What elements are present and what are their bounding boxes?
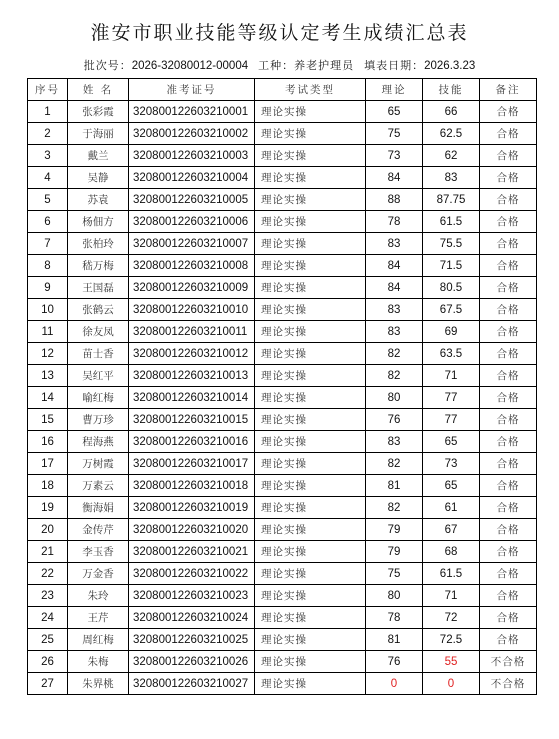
cell-ticket: 320800122603210026: [129, 651, 255, 673]
cell-skill: 83: [423, 167, 480, 189]
cell-note: 合格: [480, 585, 537, 607]
cell-index: 1: [28, 101, 68, 123]
cell-name: 衡海娟: [68, 497, 129, 519]
cell-exam-type: 理论实操: [255, 431, 366, 453]
cell-name: 张鹤云: [68, 299, 129, 321]
cell-index: 21: [28, 541, 68, 563]
cell-skill: 65: [423, 475, 480, 497]
cell-theory: 78: [366, 211, 423, 233]
cell-skill: 77: [423, 409, 480, 431]
cell-name: 万树霞: [68, 453, 129, 475]
cell-skill: 62: [423, 145, 480, 167]
cell-name: 于海丽: [68, 123, 129, 145]
cell-index: 18: [28, 475, 68, 497]
cell-name: 嵇万梅: [68, 255, 129, 277]
cell-exam-type: 理论实操: [255, 233, 366, 255]
cell-exam-type: 理论实操: [255, 299, 366, 321]
cell-exam-type: 理论实操: [255, 123, 366, 145]
cell-note: 合格: [480, 277, 537, 299]
cell-name: 周红梅: [68, 629, 129, 651]
cell-ticket: 320800122603210017: [129, 453, 255, 475]
cell-theory: 73: [366, 145, 423, 167]
cell-skill: 67.5: [423, 299, 480, 321]
cell-index: 10: [28, 299, 68, 321]
header-exam-type: 考试类型: [255, 79, 366, 101]
table-row: [28, 497, 537, 519]
cell-note: 合格: [480, 563, 537, 585]
cell-exam-type: 理论实操: [255, 387, 366, 409]
table-row: [28, 607, 537, 629]
cell-note: 合格: [480, 431, 537, 453]
cell-name: 曹万珍: [68, 409, 129, 431]
cell-name: 朱界桃: [68, 673, 129, 695]
cell-index: 12: [28, 343, 68, 365]
cell-note: 合格: [480, 101, 537, 123]
cell-index: 19: [28, 497, 68, 519]
cell-skill: 67: [423, 519, 480, 541]
cell-note: 合格: [480, 453, 537, 475]
cell-theory: 83: [366, 321, 423, 343]
table-row: [28, 189, 537, 211]
table-row: [28, 563, 537, 585]
cell-exam-type: 理论实操: [255, 607, 366, 629]
cell-theory: 78: [366, 607, 423, 629]
cell-skill: 62.5: [423, 123, 480, 145]
cell-theory: 83: [366, 233, 423, 255]
cell-skill: 65: [423, 431, 480, 453]
table-row: [28, 101, 537, 123]
cell-theory: 80: [366, 585, 423, 607]
cell-index: 8: [28, 255, 68, 277]
cell-exam-type: 理论实操: [255, 673, 366, 695]
cell-note: 合格: [480, 189, 537, 211]
table-row: [28, 673, 537, 695]
cell-skill: 77: [423, 387, 480, 409]
cell-skill: 69: [423, 321, 480, 343]
cell-skill: 0: [423, 673, 480, 695]
cell-note: 合格: [480, 255, 537, 277]
cell-index: 7: [28, 233, 68, 255]
cell-name: 朱梅: [68, 651, 129, 673]
cell-theory: 82: [366, 497, 423, 519]
cell-exam-type: 理论实操: [255, 321, 366, 343]
cell-exam-type: 理论实操: [255, 519, 366, 541]
cell-ticket: 320800122603210027: [129, 673, 255, 695]
cell-theory: 83: [366, 299, 423, 321]
cell-exam-type: 理论实操: [255, 475, 366, 497]
table-row: [28, 233, 537, 255]
cell-theory: 75: [366, 123, 423, 145]
cell-theory: 76: [366, 409, 423, 431]
cell-exam-type: 理论实操: [255, 453, 366, 475]
cell-index: 24: [28, 607, 68, 629]
batch-number: 2026-32080012-00004: [131, 60, 249, 72]
cell-index: 27: [28, 673, 68, 695]
cell-ticket: 320800122603210009: [129, 277, 255, 299]
cell-name: 喻红梅: [68, 387, 129, 409]
cell-name: 张彩霞: [68, 101, 129, 123]
table-row: [28, 651, 537, 673]
header-note: 备注: [480, 79, 537, 101]
cell-theory: 0: [366, 673, 423, 695]
cell-note: 合格: [480, 167, 537, 189]
cell-ticket: 320800122603210018: [129, 475, 255, 497]
cell-theory: 79: [366, 541, 423, 563]
cell-exam-type: 理论实操: [255, 343, 366, 365]
cell-note: 合格: [480, 387, 537, 409]
table-row: [28, 585, 537, 607]
cell-index: 14: [28, 387, 68, 409]
cell-exam-type: 理论实操: [255, 497, 366, 519]
cell-exam-type: 理论实操: [255, 629, 366, 651]
cell-theory: 82: [366, 343, 423, 365]
cell-name: 徐友凤: [68, 321, 129, 343]
cell-note: 合格: [480, 409, 537, 431]
cell-exam-type: 理论实操: [255, 145, 366, 167]
cell-theory: 76: [366, 651, 423, 673]
score-table: [27, 78, 537, 695]
cell-exam-type: 理论实操: [255, 541, 366, 563]
cell-note: 不合格: [480, 673, 537, 695]
table-row: [28, 365, 537, 387]
header-skill: 技能: [423, 79, 480, 101]
table-row: [28, 211, 537, 233]
cell-theory: 81: [366, 475, 423, 497]
cell-theory: 84: [366, 277, 423, 299]
page-title: 淮安市职业技能等级认定考生成绩汇总表: [90, 22, 469, 44]
table-row: [28, 123, 537, 145]
cell-name: 张柏玲: [68, 233, 129, 255]
cell-skill: 61.5: [423, 563, 480, 585]
cell-skill: 71: [423, 365, 480, 387]
header-name: 姓 名: [68, 79, 129, 101]
cell-index: 17: [28, 453, 68, 475]
cell-exam-type: 理论实操: [255, 585, 366, 607]
cell-exam-type: 理论实操: [255, 651, 366, 673]
table-row: [28, 321, 537, 343]
cell-theory: 84: [366, 167, 423, 189]
cell-index: 25: [28, 629, 68, 651]
cell-theory: 65: [366, 101, 423, 123]
table-row: [28, 343, 537, 365]
cell-note: 合格: [480, 123, 537, 145]
batch-label: 批次号：: [83, 59, 132, 72]
cell-index: 9: [28, 277, 68, 299]
table-row: [28, 519, 537, 541]
cell-ticket: 320800122603210014: [129, 387, 255, 409]
cell-ticket: 320800122603210020: [129, 519, 255, 541]
cell-note: 合格: [480, 299, 537, 321]
cell-name: 吴静: [68, 167, 129, 189]
header-ticket: 准考证号: [129, 79, 255, 101]
table-row: [28, 299, 537, 321]
cell-ticket: 320800122603210003: [129, 145, 255, 167]
cell-index: 13: [28, 365, 68, 387]
cell-theory: 88: [366, 189, 423, 211]
cell-index: 11: [28, 321, 68, 343]
cell-ticket: 320800122603210013: [129, 365, 255, 387]
cell-note: 合格: [480, 629, 537, 651]
cell-name: 王芹: [68, 607, 129, 629]
cell-theory: 81: [366, 629, 423, 651]
cell-ticket: 320800122603210025: [129, 629, 255, 651]
cell-ticket: 320800122603210011: [129, 321, 255, 343]
cell-name: 李玉香: [68, 541, 129, 563]
cell-name: 王国磊: [68, 277, 129, 299]
cell-note: 合格: [480, 365, 537, 387]
cell-exam-type: 理论实操: [255, 409, 366, 431]
fill-date: 2026.3.23: [424, 60, 476, 72]
job-type: 养老护理员: [294, 59, 355, 72]
cell-theory: 82: [366, 453, 423, 475]
cell-ticket: 320800122603210024: [129, 607, 255, 629]
cell-note: 合格: [480, 321, 537, 343]
cell-name: 程海燕: [68, 431, 129, 453]
cell-name: 朱玲: [68, 585, 129, 607]
cell-skill: 73: [423, 453, 480, 475]
cell-ticket: 320800122603210004: [129, 167, 255, 189]
table-row: [28, 453, 537, 475]
table-row: [28, 167, 537, 189]
cell-ticket: 320800122603210021: [129, 541, 255, 563]
cell-index: 5: [28, 189, 68, 211]
cell-skill: 72.5: [423, 629, 480, 651]
cell-name: 苗士香: [68, 343, 129, 365]
cell-note: 合格: [480, 497, 537, 519]
cell-index: 4: [28, 167, 68, 189]
table-row: [28, 431, 537, 453]
cell-index: 15: [28, 409, 68, 431]
cell-note: 合格: [480, 519, 537, 541]
cell-exam-type: 理论实操: [255, 277, 366, 299]
cell-ticket: 320800122603210015: [129, 409, 255, 431]
cell-ticket: 320800122603210005: [129, 189, 255, 211]
cell-skill: 63.5: [423, 343, 480, 365]
cell-index: 6: [28, 211, 68, 233]
cell-skill: 61.5: [423, 211, 480, 233]
job-label: 工种：: [258, 59, 295, 72]
cell-name: 万素云: [68, 475, 129, 497]
table-header-row: [28, 79, 537, 101]
cell-ticket: 320800122603210007: [129, 233, 255, 255]
cell-exam-type: 理论实操: [255, 563, 366, 585]
cell-skill: 55: [423, 651, 480, 673]
table-row: [28, 145, 537, 167]
cell-ticket: 320800122603210006: [129, 211, 255, 233]
cell-skill: 66: [423, 101, 480, 123]
cell-ticket: 320800122603210001: [129, 101, 255, 123]
cell-skill: 87.75: [423, 189, 480, 211]
cell-note: 合格: [480, 233, 537, 255]
cell-name: 吴红平: [68, 365, 129, 387]
cell-ticket: 320800122603210008: [129, 255, 255, 277]
cell-index: 2: [28, 123, 68, 145]
cell-theory: 82: [366, 365, 423, 387]
cell-skill: 71.5: [423, 255, 480, 277]
cell-skill: 72: [423, 607, 480, 629]
cell-name: 杨佃方: [68, 211, 129, 233]
cell-note: 合格: [480, 607, 537, 629]
cell-note: 不合格: [480, 651, 537, 673]
cell-exam-type: 理论实操: [255, 365, 366, 387]
cell-skill: 61: [423, 497, 480, 519]
cell-name: 万金香: [68, 563, 129, 585]
cell-theory: 84: [366, 255, 423, 277]
table-row: [28, 255, 537, 277]
cell-name: 苏袁: [68, 189, 129, 211]
cell-ticket: 320800122603210002: [129, 123, 255, 145]
cell-ticket: 320800122603210012: [129, 343, 255, 365]
cell-theory: 80: [366, 387, 423, 409]
cell-theory: 75: [366, 563, 423, 585]
cell-skill: 75.5: [423, 233, 480, 255]
cell-exam-type: 理论实操: [255, 101, 366, 123]
cell-exam-type: 理论实操: [255, 211, 366, 233]
cell-skill: 80.5: [423, 277, 480, 299]
table-row: [28, 387, 537, 409]
cell-note: 合格: [480, 475, 537, 497]
cell-skill: 71: [423, 585, 480, 607]
cell-index: 22: [28, 563, 68, 585]
cell-note: 合格: [480, 211, 537, 233]
cell-theory: 83: [366, 431, 423, 453]
cell-theory: 79: [366, 519, 423, 541]
table-row: [28, 475, 537, 497]
table-row: [28, 541, 537, 563]
header-index: 序号: [28, 79, 68, 101]
cell-ticket: 320800122603210010: [129, 299, 255, 321]
table-row: [28, 629, 537, 651]
cell-index: 23: [28, 585, 68, 607]
cell-index: 26: [28, 651, 68, 673]
cell-exam-type: 理论实操: [255, 167, 366, 189]
cell-note: 合格: [480, 145, 537, 167]
cell-ticket: 320800122603210016: [129, 431, 255, 453]
date-label: 填表日期：: [364, 59, 425, 72]
cell-name: 戴兰: [68, 145, 129, 167]
cell-ticket: 320800122603210022: [129, 563, 255, 585]
table-row: [28, 409, 537, 431]
cell-exam-type: 理论实操: [255, 189, 366, 211]
cell-ticket: 320800122603210019: [129, 497, 255, 519]
cell-index: 16: [28, 431, 68, 453]
header-theory: 理论: [366, 79, 423, 101]
table-body: [28, 101, 537, 695]
cell-name: 金传芹: [68, 519, 129, 541]
sheet-meta: [0, 57, 559, 73]
cell-exam-type: 理论实操: [255, 255, 366, 277]
cell-note: 合格: [480, 541, 537, 563]
table-row: [28, 277, 537, 299]
cell-index: 20: [28, 519, 68, 541]
cell-skill: 68: [423, 541, 480, 563]
cell-ticket: 320800122603210023: [129, 585, 255, 607]
cell-note: 合格: [480, 343, 537, 365]
cell-index: 3: [28, 145, 68, 167]
